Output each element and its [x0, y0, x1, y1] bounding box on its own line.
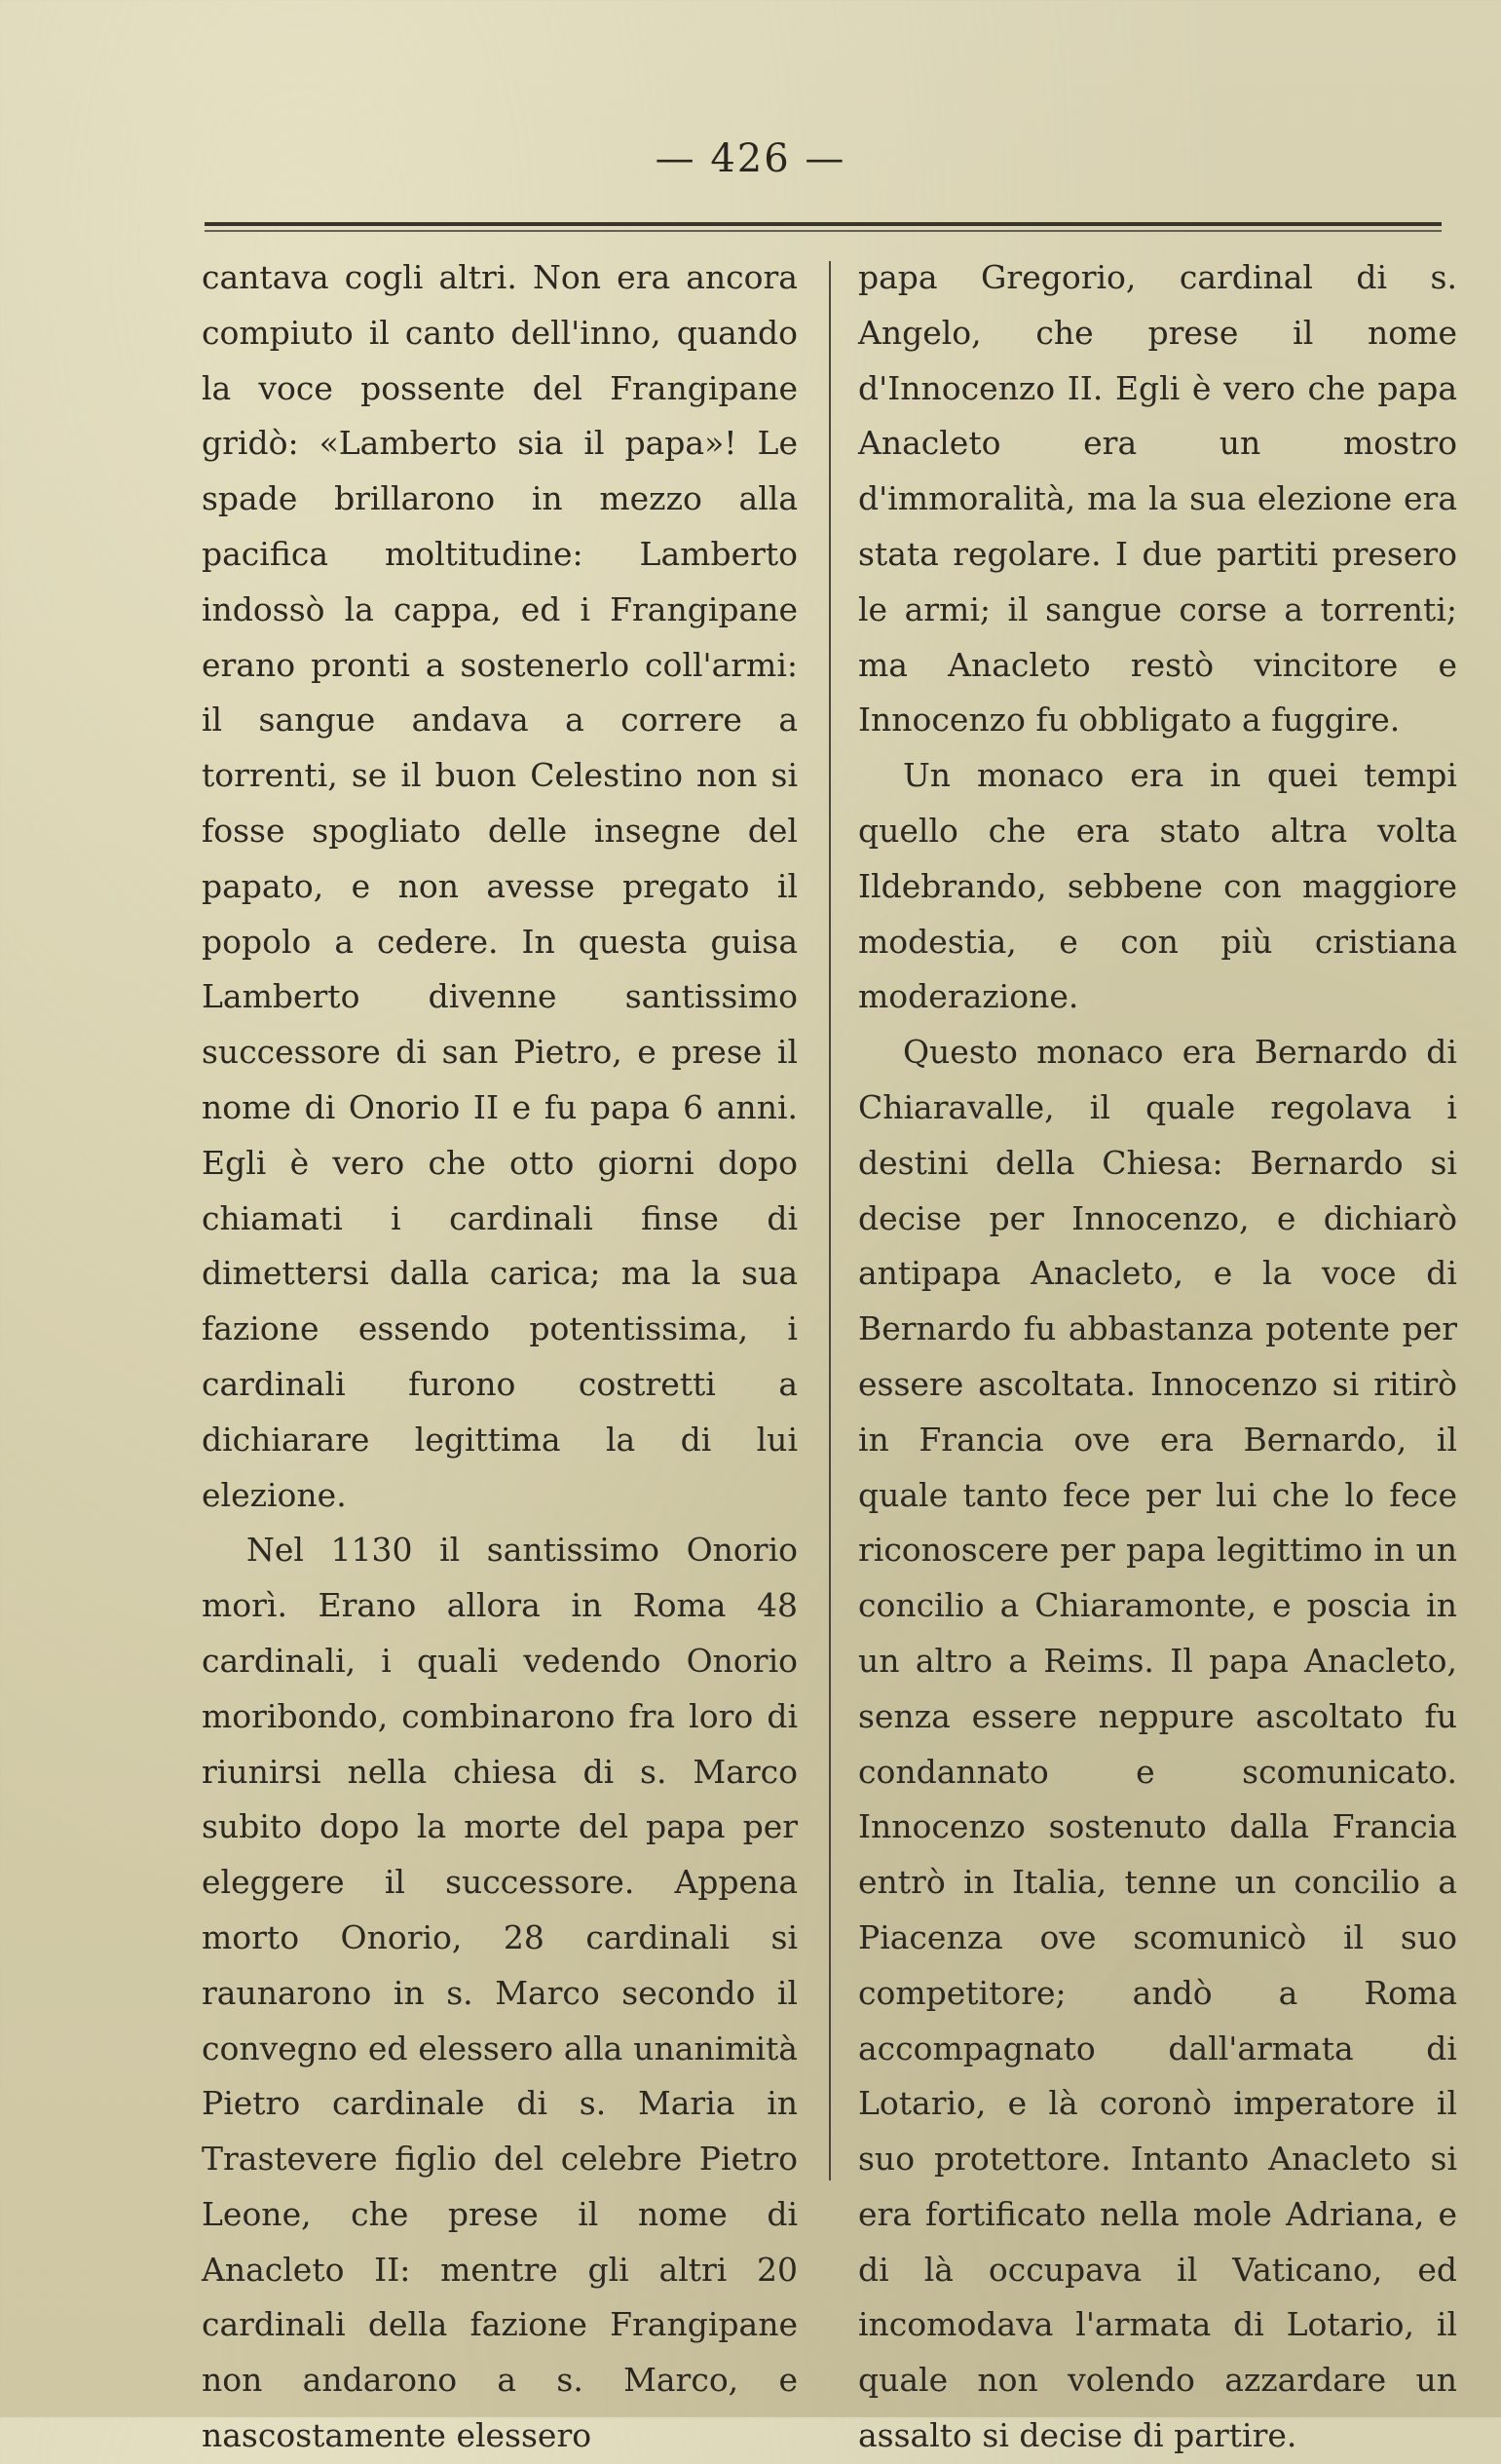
paragraph: cantava cogli altri. Non era ancora compiuto il canto dell'inno, quando la voce possente del Frangipane gridò: «Lamberto sia il papa»! Le spade brillarono in mezzo alla pacifica moltitudine: Lamberto indossò la cappa, ed i Frangipane erano pronti a sostenerlo coll'armi: il sangue andava a correre a torrenti, se il buon Celestino non si fosse spogliato delle insegne del papato, e non avesse pregato il popolo a cedere. In questa guisa Lamberto divenne santissimo successore di san Pietro, e prese il nome di Onorio II e fu papa 6 anni. Egli è vero che otto giorni dopo chiamati i cardinali finse di dimettersi dalla carica; ma la sua fazione essendo potentissima, i cardinali furono costretti a dichiarare legittima la di lui elezione. — [202, 258, 798, 1514]
column-divider — [829, 261, 831, 2180]
page-number: — 426 — — [655, 136, 846, 181]
right-column — [858, 250, 1457, 2464]
paragraph: Un monaco era in quei tempi quello che era stato altra volta Ildebrando, sebbene con maggiore modestia, e con più cristiana moderazione. — [858, 756, 1457, 1016]
paragraph: papa Gregorio, cardinal di s. Angelo, che prese il nome d'Innocenzo II. Egli è vero che papa Anacleto era un mostro d'immoralità, ma la sua elezione era stata regolare. I due partiti presero le armi; il sangue corse a torrenti; ma Anacleto restò vincitore e Innocenzo fu obbligato a fuggire. — [858, 258, 1457, 739]
header-rule — [205, 222, 1442, 226]
paragraph: Questo monaco era Bernardo di Chiaravalle, il quale regolava i destini della Chiesa: Bernardo si decise per Innocenzo, e dichiarò antipapa Anacleto, e la voce di Bernardo fu abbastanza potente per essere ascoltata. Innocenzo si ritirò in Francia ove era Bernardo, il quale tanto fece per lui che lo fece riconoscere per papa legittimo in un concilio a Chiaramonte, e poscia in un altro a Reims. Il papa Anacleto, senza essere neppure ascoltato fu condannato e scomunicato. Innocenzo sostenuto dalla Francia entrò in Italia, tenne un concilio a Piacenza ove scomunicò il suo competitore; andò a Roma accompagnato dall'armata di Lotario, e là coronò imperatore il suo protettore. Intanto Anacleto si era fortificato nella mole Adriana, e di là occupava il Vaticano, ed incomodava l'armata di Lotario, il quale non volendo azzardare un assalto si decise di partire. — [858, 1033, 1457, 2455]
left-column — [202, 250, 798, 2464]
paragraph: Nel 1130 il santissimo Onorio morì. Erano allora in Roma 48 cardinali, i quali vedendo Onorio moribondo, combinarono fra loro di riunirsi nella chiesa di s. Marco subito dopo la morte del papa per eleggere il successore. Appena morto Onorio, 28 cardinali si raunarono in s. Marco secondo il convegno ed elessero alla unanimità Pietro cardinale di s. Maria in Trastevere figlio del celebre Pietro Leone, che prese il nome di Anacleto II: mentre gli altri 20 cardinali della fazione Frangipane non andarono a s. Marco, e nascostamente elessero — [202, 1531, 798, 2455]
header-rule-secondary — [205, 230, 1442, 232]
